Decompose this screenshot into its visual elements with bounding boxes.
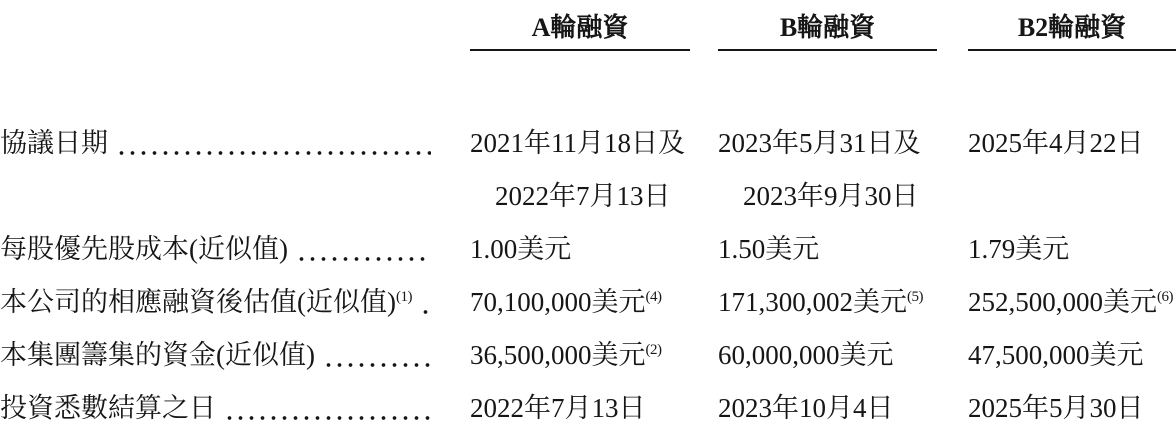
footnote-marker: (5): [907, 289, 923, 305]
column-header-label: A輪融資: [531, 13, 629, 42]
column-gap: [690, 0, 718, 51]
column-gap: [937, 117, 968, 170]
table-row-agreement-date-continued: [0, 170, 1176, 223]
header-spacer: [0, 0, 445, 51]
column-header-label: B輪融資: [779, 13, 876, 42]
row-label-agreement-date: [0, 117, 445, 170]
dot-leader: [323, 363, 431, 367]
column-gap: [445, 170, 470, 223]
column-gap: [445, 117, 470, 170]
cell-funds-round-b: 60,000,000美元: [718, 340, 894, 370]
column-gap: [690, 382, 718, 435]
dot-leader: [224, 416, 431, 420]
row-label-empty: [0, 170, 445, 223]
column-header-round-a: [470, 0, 690, 51]
column-header-label: B2輪融資: [1017, 13, 1127, 42]
column-gap: [445, 0, 470, 51]
row-label-settlement-date: [0, 382, 445, 435]
cell-cost-round-a: 1.00美元: [470, 234, 572, 264]
column-gap: [937, 276, 968, 329]
cell-settlement-round-b2: 2025年5月30日: [968, 393, 1144, 423]
column-gap: [445, 329, 470, 382]
cell-cost-round-b: 1.50美元: [718, 234, 820, 264]
column-gap: [690, 170, 718, 223]
cell-funds-round-a: 36,500,000美元$^{(2)}$: [470, 340, 662, 370]
cell-settlement-round-b: 2023年10月4日: [718, 393, 894, 423]
table-row-post-money-valuation: [0, 276, 1176, 329]
row-label-post-money-valuation: [0, 276, 445, 329]
table-row-funds-raised: [0, 329, 1176, 382]
table-header-row: [0, 0, 1176, 51]
column-header-round-b: [718, 0, 937, 51]
cell-valuation-round-b: 171,300,002美元$^{(5)}$: [718, 287, 923, 317]
footnote-marker: (6): [1157, 289, 1173, 305]
table-row-settlement-date: [0, 382, 1176, 435]
cell-agreement-date-round-b: 2023年5月31日及: [718, 128, 921, 158]
cell-agreement-date-round-b2: 2025年4月22日: [968, 128, 1144, 158]
dot-leader: [420, 310, 431, 314]
table-body: [0, 117, 1176, 435]
column-gap: [937, 0, 968, 51]
row-label-text: 每股優先股成本(近似值): [0, 234, 288, 264]
row-label-text: 本集團籌集的資金(近似值): [0, 340, 315, 370]
cell-settlement-round-a: 2022年7月13日: [470, 393, 646, 423]
column-gap: [937, 329, 968, 382]
cell-agreement-date-round-b2-line2: [968, 170, 1176, 223]
dot-leader: [116, 151, 431, 155]
column-gap: [937, 382, 968, 435]
column-gap: [690, 117, 718, 170]
row-label-text: 本公司的相應融資後估值(近似值)$^{(1)}$: [0, 287, 412, 317]
column-gap: [445, 223, 470, 276]
footnote-marker: (4): [645, 289, 662, 305]
column-gap: [690, 276, 718, 329]
table-row-cost-per-preferred-share: [0, 223, 1176, 276]
column-gap: [690, 329, 718, 382]
column-gap: [937, 170, 968, 223]
cell-funds-round-b2: 47,500,000美元: [968, 340, 1144, 370]
table-row-agreement-date: [0, 117, 1176, 170]
row-label-cost-per-preferred-share: [0, 223, 445, 276]
column-header-round-b2: [968, 0, 1176, 51]
cell-agreement-date-round-a-line2: 2022年7月13日: [495, 181, 671, 211]
footnote-marker: (2): [645, 342, 662, 358]
cell-cost-round-b2: 1.79美元: [968, 234, 1070, 264]
cell-valuation-round-a: 70,100,000美元$^{(4)}$: [470, 287, 662, 317]
column-gap: [445, 382, 470, 435]
cell-valuation-round-b2: 252,500,000美元$^{(6)}$: [968, 287, 1173, 317]
row-label-text: 協議日期: [0, 128, 108, 158]
column-gap: [937, 223, 968, 276]
dot-leader: [296, 257, 431, 261]
column-gap: [445, 276, 470, 329]
row-label-text: 投資悉數結算之日: [0, 393, 216, 423]
cell-agreement-date-round-b-line2: 2023年9月30日: [743, 181, 919, 211]
column-gap: [690, 223, 718, 276]
row-label-funds-raised: [0, 329, 445, 382]
footnote-marker: (1): [395, 289, 412, 305]
cell-agreement-date-round-a: 2021年11月18日及: [470, 128, 685, 158]
